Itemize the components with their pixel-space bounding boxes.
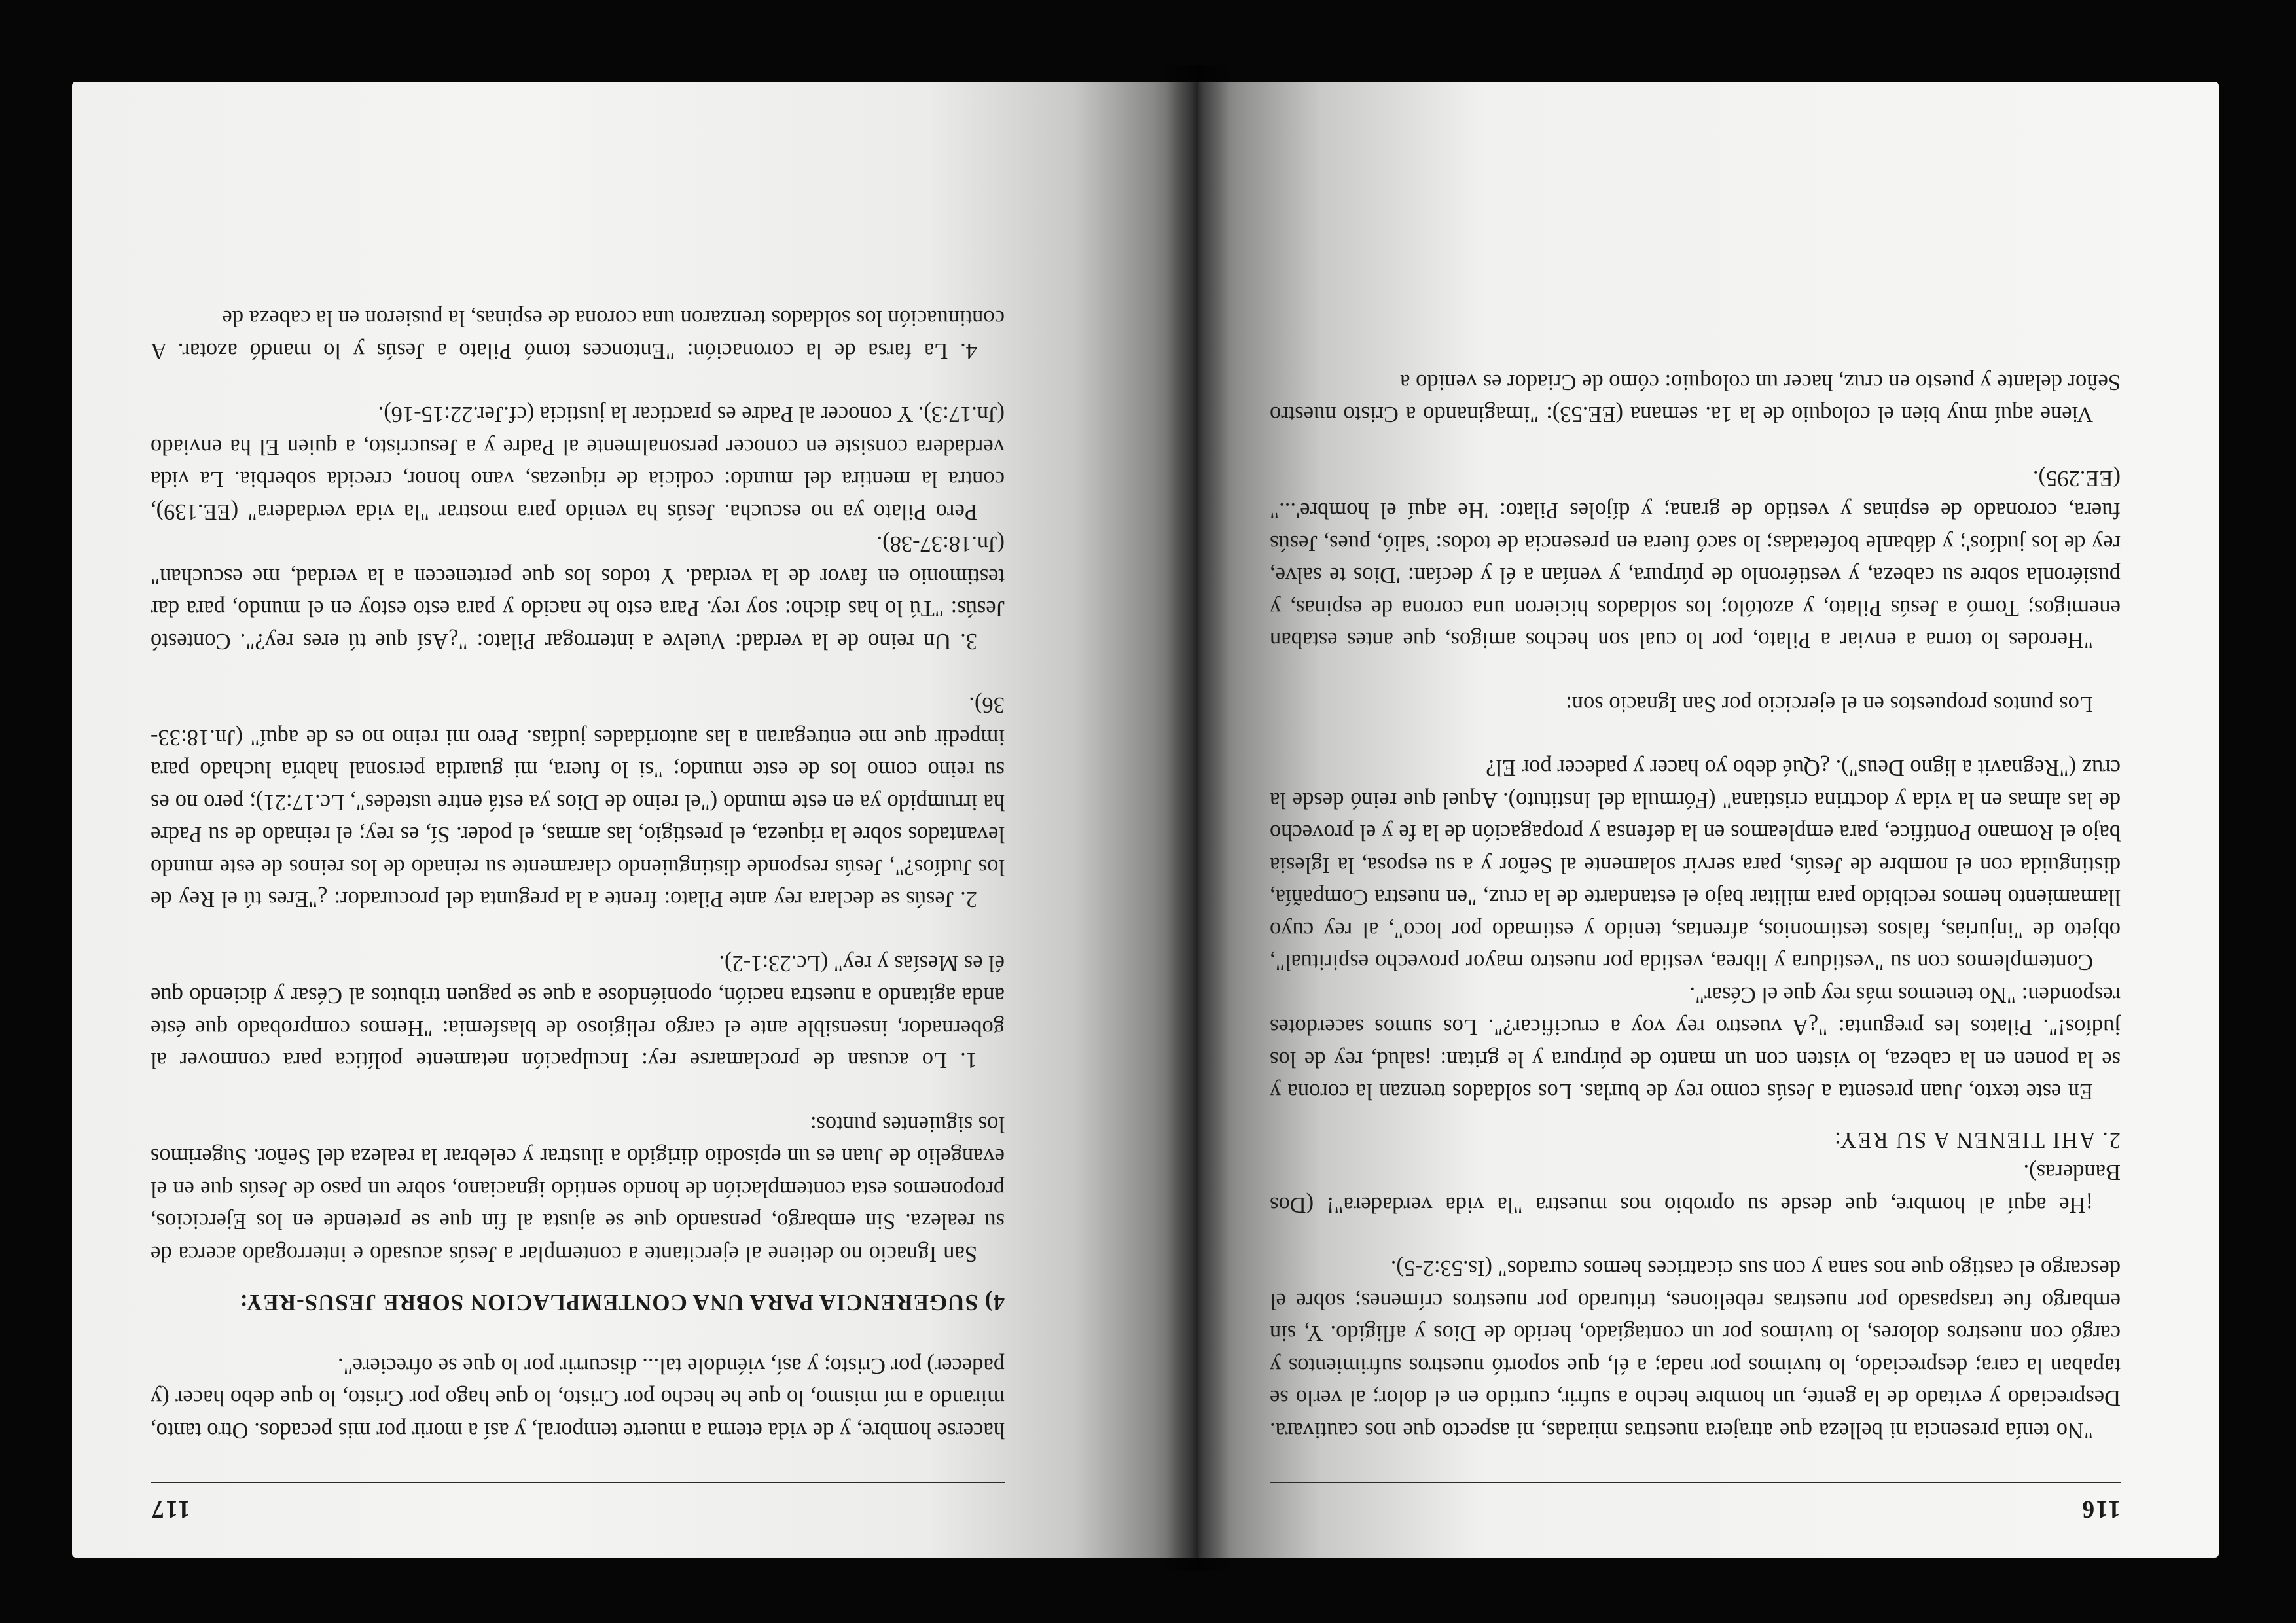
section-heading: 2. AHI TIENEN A SU REY: xyxy=(1833,1128,2121,1152)
book-page-left xyxy=(1198,82,2219,1558)
header-rule xyxy=(151,1482,1005,1483)
paragraph: Los puntos propuestos en el ejercicio por San Ignacio son: xyxy=(1566,692,2093,717)
paragraph: Contemplemos con su "vestidura y librea, vestida por nuestro mayor provecho espiritual", objeto de "injurias, falsos testimonios, afrentas, tenido y estimado por loco", al rey cuyo llamamiento hemos recibido para militar bajo el estandarte de la cruz, "en nuestra Compañía, distinguida con el nombre de Jesús, para servir solamente al Señor y a su esposa, la Iglesia bajo el Romano Pontífice, para empleamos en la defensa y propagación de la fe y el provecho de las almas en la vida y doctrina cristiana" (Fórmula del Instituto). Aquel que reinó desde la cruz ("Regnavit a ligno Deus"). ¿Qué debo yo hacer y padecer por El? xyxy=(1270,755,2121,975)
numbered-point: 2. Jesús se declara rey ante Pilato: frente a la pregunta del procurador: ¿"Eres tú el Rey de los Judíos?", Jesús responde distinguiendo claramente su reinado de los reinos de este mundo levantados sobre la riqueza, el prestigio, las armas, el poder. Sí, es rey; el reinado de su Padre ha irrumpido ya en este mundo ("el reino de Dios ya está entre ustedes", Lc.17:21); pero no es su reino como los de este mundo; "si lo fuera, mi guardia personal habría luchado para impedir que me entregaran a las autoridades judías. Pero mi reino no es de aquí" (Jn.18:33-36). xyxy=(151,692,1005,912)
page-body xyxy=(151,154,1005,1446)
page-number: 116 xyxy=(2081,1495,2121,1523)
quote-paragraph: "Herodes lo torna a enviar a Pilato, por lo cual son hechos amigos, que antes estaban enemigos; Tomó a Jesús Pilato, y azotólo; los soldados hicieron una corona de espinas, y pusiéronla sobre su cabeza, y vestiéronlo de púrpura, y venían a él y decían: 'Dios te salve, rey de los judíos'; y dábanle bofetadas; lo sacó fuera en presencia de todos: 'salió, pues, Jesús fuera, coronado de espinas y vestido de grana; y díjoles Pilato: 'He aquí el hombre'..." (EE.295). xyxy=(1270,466,2121,653)
page-number: 117 xyxy=(151,1495,190,1523)
section-heading: 4) SUGERENCIA PARA UNA CONTEMPLACION SOBRE JESUS-REY: xyxy=(239,1290,1005,1316)
paragraph: hacerse hombre, y de vida eterna a muerte temporal, y así a morir por mis pecados. Otro tanto, mirando a mí mismo, lo que he hecho por Cristo, lo que hago por Cristo, lo que debo hacer (y padecer) por Cristo; y así, viéndole tal... discurrir por lo que se ofreciere". xyxy=(151,1353,1005,1443)
header-rule xyxy=(1270,1482,2121,1483)
paragraph: Viene aquí muy bien el coloquio de la 1a. semana (EE.53): "imaginando a Cristo nuestro Señor delante y puesto en cruz, hacer un coloquio: cómo de Criador es venido a xyxy=(1270,370,2121,427)
numbered-point: 3. Un reino de la verdad: Vuelve a interrogar Pilato: "¿Así que tú eres rey?". Contestó Jesús: "Tú lo has dicho: soy rey. Para esto he nacido y para esto estoy en el mundo, para dar testimonio en favor de la verdad. Y todos los que pertenecen a la verdad, me escuchan" (Jn.18:37-38). xyxy=(151,531,1005,654)
paragraph: ¡He aquí al hombre, que desde su oprobio nos muestra "la vida verdadera"! (Dos Banderas). xyxy=(1270,1160,2121,1217)
numbered-point: 1. Lo acusan de proclamarse rey: Inculpación netamente política para conmover al gobernador, insensible ante el cargo religioso de blasfemia: "Hemos comprobado que éste anda agitando a nuestra nación, oponiéndose a que se paguen tributos al César y diciendo que él es Mesías y rey" (Lc.23:1-2). xyxy=(151,951,1005,1073)
book-gutter-shadow xyxy=(1166,65,1229,1571)
page-header xyxy=(1198,1484,2219,1524)
page-header xyxy=(72,1484,1198,1524)
quote-paragraph: "No tenía presencia ni belleza que atrajera nuestras miradas, ni aspecto que nos cautivara. Despreciado y evitado de la gente, un hombre hecho a sufrir, curtido en el dolor; al verlo se tapaban la cara; despreciado, lo tuvimos por nada; a él, que soportó nuestros sufrimientos y cargó con nuestros dolores, lo tuvimos por un contagiado, herido de Dios y afligido. Y, sin embargo fue traspasado por nuestras rebeliones, triturado por nuestros crímenes; sobre el descargo el castigo que nos sana y con sus cicatrices hemos curados" (Is.53:2-5). xyxy=(1270,1256,2121,1443)
paragraph: En este texto, Juan presenta a Jesús como rey de burlas. Los soldados trenzan la corona y se la ponen en la cabeza, lo visten con un manto de púrpura y le gritan: ¡salud, rey de los judíos!". Pilatos les pregunta: "¿A vuestro rey voy a crucificar?". Los sumos sacerdotes responden: "No tenemos más rey que el César". xyxy=(1270,982,2121,1105)
book-page-right xyxy=(72,82,1198,1558)
numbered-point: 4. La farsa de la coronación: "Entonces tomó Pilato a Jesús y lo mandó azotar. A continuación los soldados trenzaron una corona de espinas, la pusieron en la cabeza de xyxy=(151,306,1005,363)
page-body xyxy=(1270,154,2121,1446)
paragraph: San Ignacio no detiene al ejercitante a contemplar a Jesús acusado e interrogado acerca de su realeza. Sin embargo, pensando que se ajusta al fin que se pretende en los Ejercicios, proponemos esta contemplación de hondo sentido ignaciano, sobre un paso de Jesús que en el evangelio de Juan es un episodio dirigido a ilustrar y celebrar la realeza del Señor. Sugerimos los siguientes puntos: xyxy=(151,1112,1005,1266)
paragraph: Pero Pilato ya no escucha. Jesús ha venido para mostrar "la vida verdadera" (EE.139), contra la mentira del mundo: codicia de riquezas, vano honor, crecida soberbia. La vida verdadera consiste en conocer personalmente al Padre y a Jesucristo, a quien El ha enviado (Jn.17:3). Y conocer al Padre es practicar la justicia (cf.Jer.22:15-16). xyxy=(151,402,1005,524)
